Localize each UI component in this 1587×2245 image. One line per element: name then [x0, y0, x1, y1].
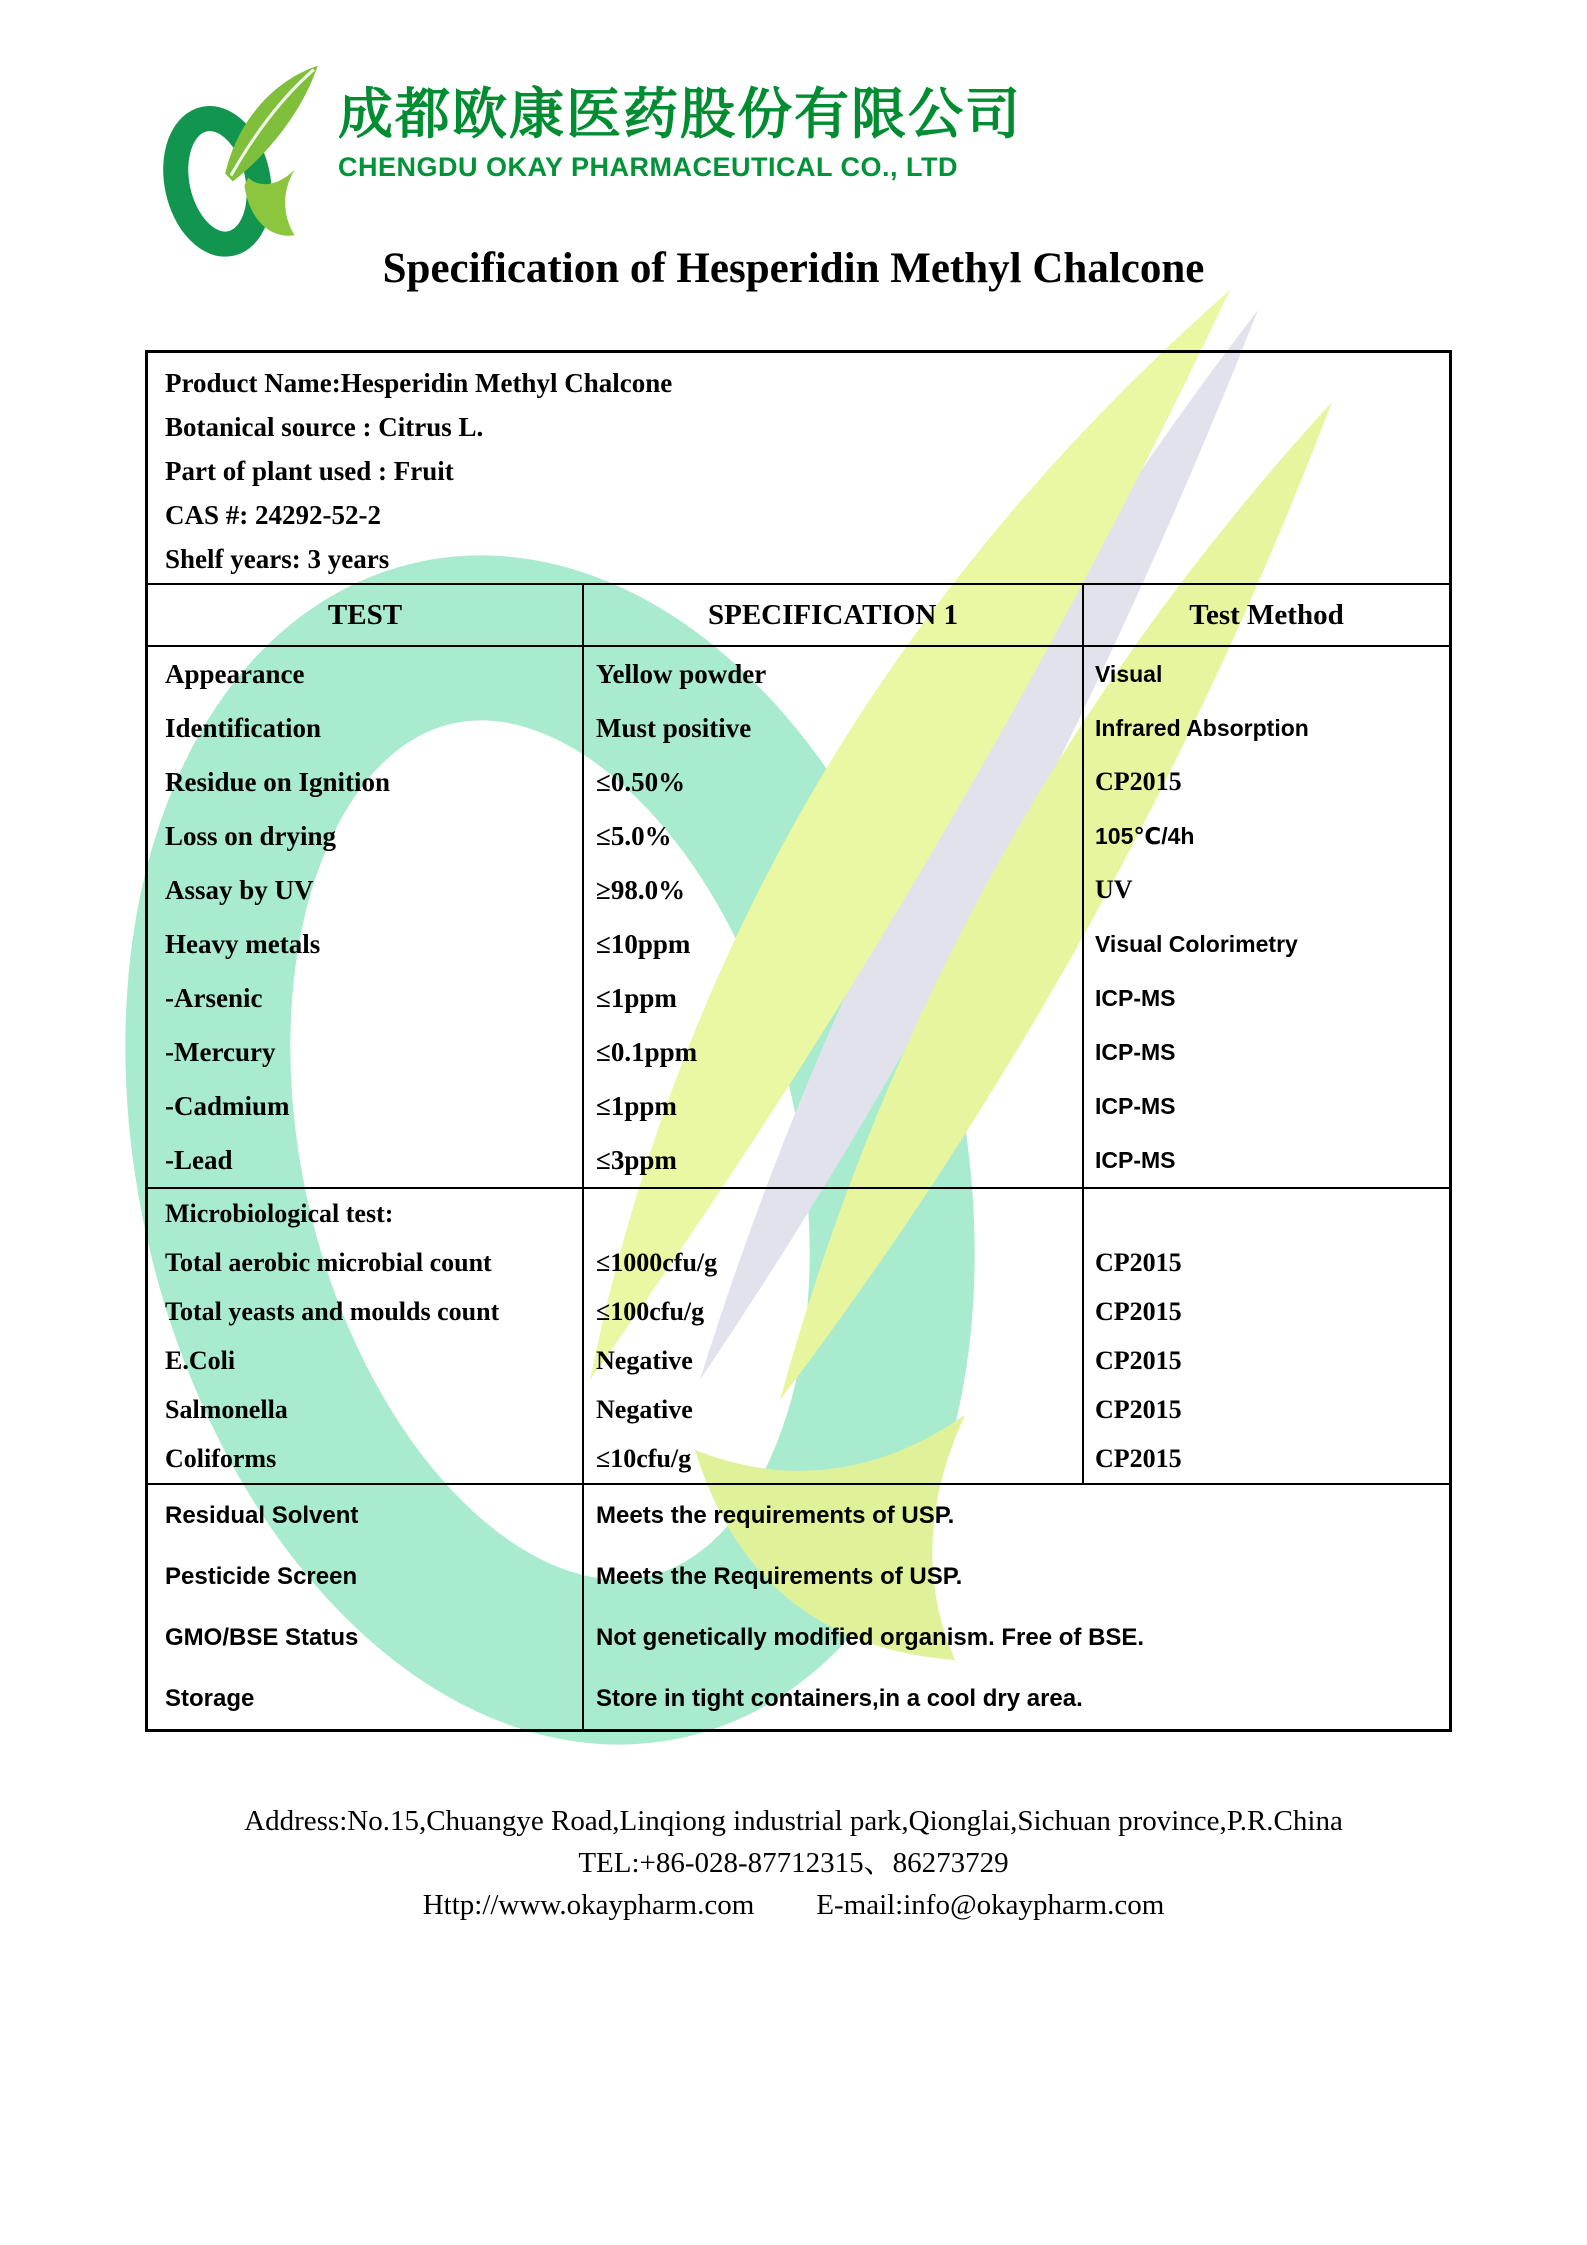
contact-footer	[0, 1800, 1587, 1926]
table-row-method: ICP-MS	[1095, 1146, 1176, 1173]
table-row-test: -Cadmium	[165, 1090, 290, 1121]
table-row-method: UV	[1095, 875, 1133, 904]
web-contact-line	[0, 1884, 1587, 1926]
product-name-line: Product Name:Hesperidin Methyl Chalcone	[165, 367, 673, 398]
table-row-spec: ≤10ppm	[596, 928, 691, 959]
table-row-spec: ≤0.50%	[596, 766, 686, 797]
table-row-spec: Negative	[596, 1394, 693, 1424]
table-row-test: Salmonella	[165, 1394, 288, 1424]
table-row-method: CP2015	[1095, 1443, 1182, 1473]
page-title: Specification of Hesperidin Methyl Chalcone	[382, 245, 1205, 292]
product-info-block	[148, 353, 1449, 583]
table-row-test: Residue on Ignition	[165, 766, 391, 797]
table-row-test: -Mercury	[165, 1036, 276, 1067]
specification-column	[582, 1485, 1449, 1729]
table-row-method: CP2015	[1095, 1345, 1182, 1375]
table-row-method: Visual Colorimetry	[1095, 930, 1298, 957]
address-line: Address:No.15,Chuangye Road,Linqiong industrial park,Qionglai,Sichuan province,P.R.China	[244, 1805, 1343, 1837]
test-method-column	[1082, 647, 1449, 1187]
table-row-test: Total yeasts and moulds count	[165, 1296, 500, 1326]
table-row-method	[1084, 1189, 1449, 1238]
table-row-spec: ≤1ppm	[596, 982, 677, 1013]
table-row-test: Total aerobic microbial count	[165, 1247, 492, 1277]
cas-number-line: CAS #: 24292-52-2	[165, 499, 381, 530]
main-test-block	[148, 647, 1449, 1189]
test-column	[148, 1189, 582, 1483]
microbiological-block	[148, 1189, 1449, 1485]
company-header	[338, 84, 1022, 183]
table-row-test: Microbiological test:	[165, 1198, 394, 1228]
test-column	[148, 1485, 582, 1729]
table-row-test: -Arsenic	[165, 982, 263, 1013]
table-row-test: Appearance	[165, 658, 305, 689]
table-row-spec: ≥98.0%	[596, 874, 686, 905]
table-row-method: CP2015	[1095, 1394, 1182, 1424]
table-row-test: Heavy metals	[165, 928, 321, 959]
email-address: E-mail:info@okaypharm.com	[816, 1889, 1165, 1921]
table-row-spec: Yellow powder	[596, 658, 767, 689]
table-header-row	[148, 583, 1449, 647]
table-row-test: GMO/BSE Status	[165, 1623, 359, 1651]
table-row-spec: ≤100cfu/g	[596, 1296, 705, 1326]
column-header-test: TEST	[327, 598, 403, 631]
table-row-spec: ≤1000cfu/g	[596, 1247, 718, 1277]
table-row-spec: ≤3ppm	[596, 1144, 677, 1175]
shelf-years-line: Shelf years: 3 years	[165, 543, 390, 574]
table-row-method: 105℃/4h	[1095, 822, 1195, 849]
table-row-method: Visual	[1095, 660, 1163, 687]
table-row-test: Assay by UV	[165, 874, 314, 905]
general-requirements-block	[148, 1485, 1449, 1729]
website-url: Http://www.okaypharm.com	[422, 1889, 755, 1921]
table-row-spec: Meets the Requirements of USP.	[596, 1562, 963, 1590]
table-row-spec: ≤5.0%	[596, 820, 672, 851]
specification-column	[582, 647, 1082, 1187]
table-row-spec	[584, 1189, 1082, 1238]
table-row-test: Storage	[165, 1684, 255, 1712]
table-row-spec: Meets the requirements of USP.	[596, 1501, 955, 1529]
column-header-specification: SPECIFICATION 1	[582, 585, 1082, 645]
table-row-spec: Must positive	[596, 712, 752, 743]
botanical-source-line: Botanical source : Citrus L.	[165, 411, 484, 442]
table-row-method: CP2015	[1095, 767, 1182, 796]
column-header-test-method: Test Method	[1082, 585, 1449, 645]
table-row-method: Infrared Absorption	[1095, 714, 1309, 741]
test-method-column	[1082, 1189, 1449, 1483]
table-row-test: E.Coli	[165, 1345, 236, 1375]
table-row-spec: Negative	[596, 1345, 693, 1375]
table-row-method: ICP-MS	[1095, 1092, 1176, 1119]
table-row-test: Residual Solvent	[165, 1501, 359, 1529]
company-name-english: CHENGDU OKAY PHARMACEUTICAL CO., LTD	[338, 151, 959, 182]
table-row-spec: ≤1ppm	[596, 1090, 677, 1121]
table-row-test: Pesticide Screen	[165, 1562, 358, 1590]
table-row-method: CP2015	[1095, 1296, 1182, 1326]
table-row-spec: ≤0.1ppm	[596, 1036, 698, 1067]
table-row-spec: Not genetically modified organism. Free of BSE.	[596, 1623, 1145, 1651]
table-row-method: CP2015	[1095, 1247, 1182, 1277]
table-row-test: Coliforms	[165, 1443, 277, 1473]
table-row-test: -Lead	[165, 1144, 233, 1175]
company-name-chinese: 成都欧康医药股份有限公司	[338, 82, 1023, 146]
table-row-spec: Store in tight containers,in a cool dry area.	[596, 1684, 1083, 1712]
test-column	[148, 647, 582, 1187]
table-row-method: ICP-MS	[1095, 1038, 1176, 1065]
table-row-spec: ≤10cfu/g	[596, 1443, 692, 1473]
table-row-test: Loss on drying	[165, 820, 337, 851]
specification-table	[145, 350, 1452, 1732]
table-row-method: ICP-MS	[1095, 984, 1176, 1011]
table-row-test: Identification	[165, 712, 322, 743]
okay-leaf-logo-icon	[150, 58, 362, 270]
part-of-plant-line: Part of plant used : Fruit	[165, 455, 454, 486]
telephone-line: TEL:+86-028-87712315、86273729	[578, 1847, 1009, 1879]
specification-column	[582, 1189, 1082, 1483]
